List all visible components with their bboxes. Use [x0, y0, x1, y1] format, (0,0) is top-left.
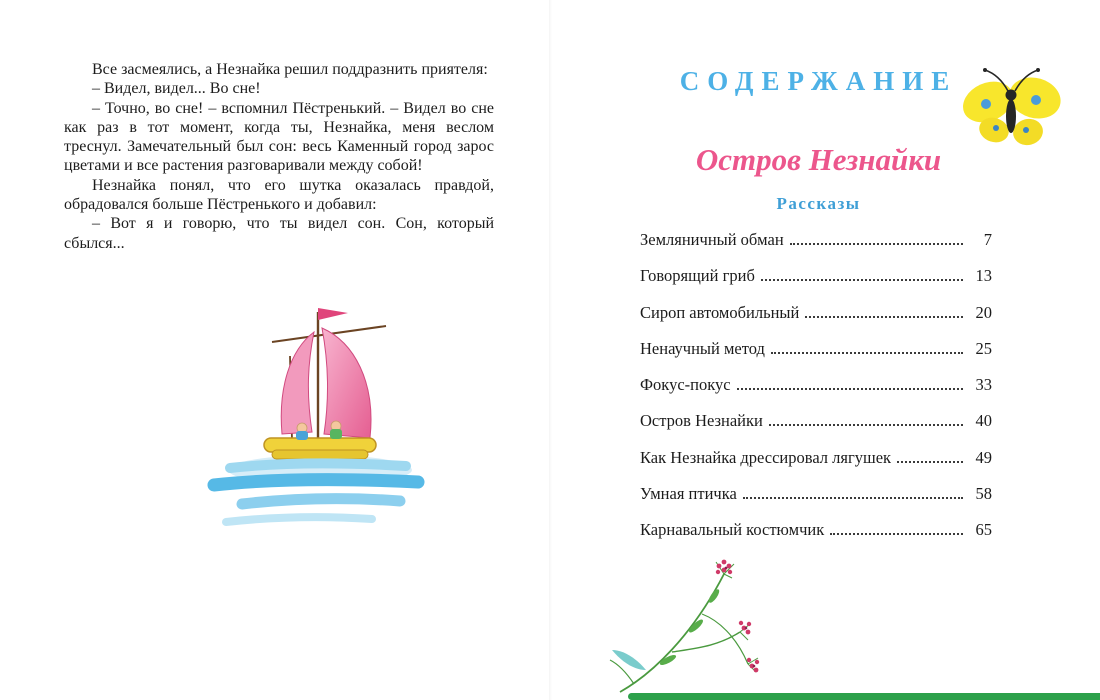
toc-entry: [640, 375, 992, 411]
toc-page-number: 65: [975, 520, 992, 540]
toc-entry-title: Сироп автомобильный: [640, 302, 800, 322]
toc-entry: [640, 230, 992, 266]
toc-entry: [640, 411, 992, 447]
toc-entry-title: Ненаучный метод: [640, 338, 765, 358]
toc-entry: [640, 266, 992, 302]
section-title: Остров Незнайки: [695, 142, 942, 177]
toc-page-number: 40: [975, 411, 992, 431]
toc-page-number: 49: [975, 447, 992, 467]
toc-dot-leader: [743, 497, 963, 499]
toc-dot-leader: [761, 279, 963, 281]
toc-page-number: 13: [975, 266, 992, 286]
toc-dot-leader: [790, 243, 963, 245]
story-paragraph: – Вот я и говорю, что ты видел сон. Сон, который сбылся...: [64, 215, 494, 252]
toc-dot-leader: [830, 533, 963, 535]
toc-entry-title: Фокус-покус: [640, 375, 731, 395]
page-spine-divider: [549, 0, 552, 700]
toc-page-number: 33: [975, 375, 992, 395]
toc-page-number: 58: [975, 484, 992, 504]
toc-entry-title: Остров Незнайки: [640, 411, 763, 431]
section-subtitle: Рассказы: [776, 194, 861, 213]
toc-page-number: 25: [975, 338, 992, 358]
table-of-contents: [640, 230, 992, 557]
toc-entry: [640, 484, 992, 520]
next-page-edge: [628, 693, 1100, 700]
sailboat-illustration: [202, 298, 432, 533]
toc-page-number: 20: [975, 302, 992, 322]
contents-title: СОДЕРЖАНИЕ: [679, 66, 958, 96]
story-paragraph: – Точно, во сне! – вспомнил Пёстренький. – Видел во сне как раз в тот момент, когда ты, Незнайка, меня веслом треснул. Замечательный был сон: весь Каменный город зарос цветами и все растения разговаривали между собой!: [64, 99, 494, 175]
story-paragraph: – Видел, видел... Во сне!: [92, 80, 261, 98]
toc-dot-leader: [769, 424, 963, 426]
toc-entry-title: Говорящий гриб: [640, 266, 755, 286]
toc-dot-leader: [897, 461, 963, 463]
toc-page-number: 7: [983, 230, 992, 249]
story-text-block: [64, 60, 494, 253]
toc-entry-title: Земляничный обман: [640, 230, 784, 249]
toc-entry-title: Умная птичка: [640, 484, 737, 504]
story-paragraph: Все засмеялись, а Незнайка решил поддразнить приятеля:: [92, 61, 488, 78]
toc-dot-leader: [771, 352, 963, 354]
story-paragraph: Незнайка понял, что его шутка оказалась правдой, обрадовался больше Пёстренького и добавил:: [64, 176, 494, 214]
toc-entry: [640, 339, 992, 375]
toc-entry: [640, 303, 992, 339]
toc-entry-title: Карнавальный костюмчик: [640, 520, 825, 540]
toc-entry-title: Как Незнайка дрессировал лягушек: [640, 447, 892, 467]
toc-dot-leader: [805, 316, 963, 318]
toc-entry: [640, 448, 992, 484]
flower-illustration: [606, 552, 776, 697]
toc-dot-leader: [737, 388, 963, 390]
